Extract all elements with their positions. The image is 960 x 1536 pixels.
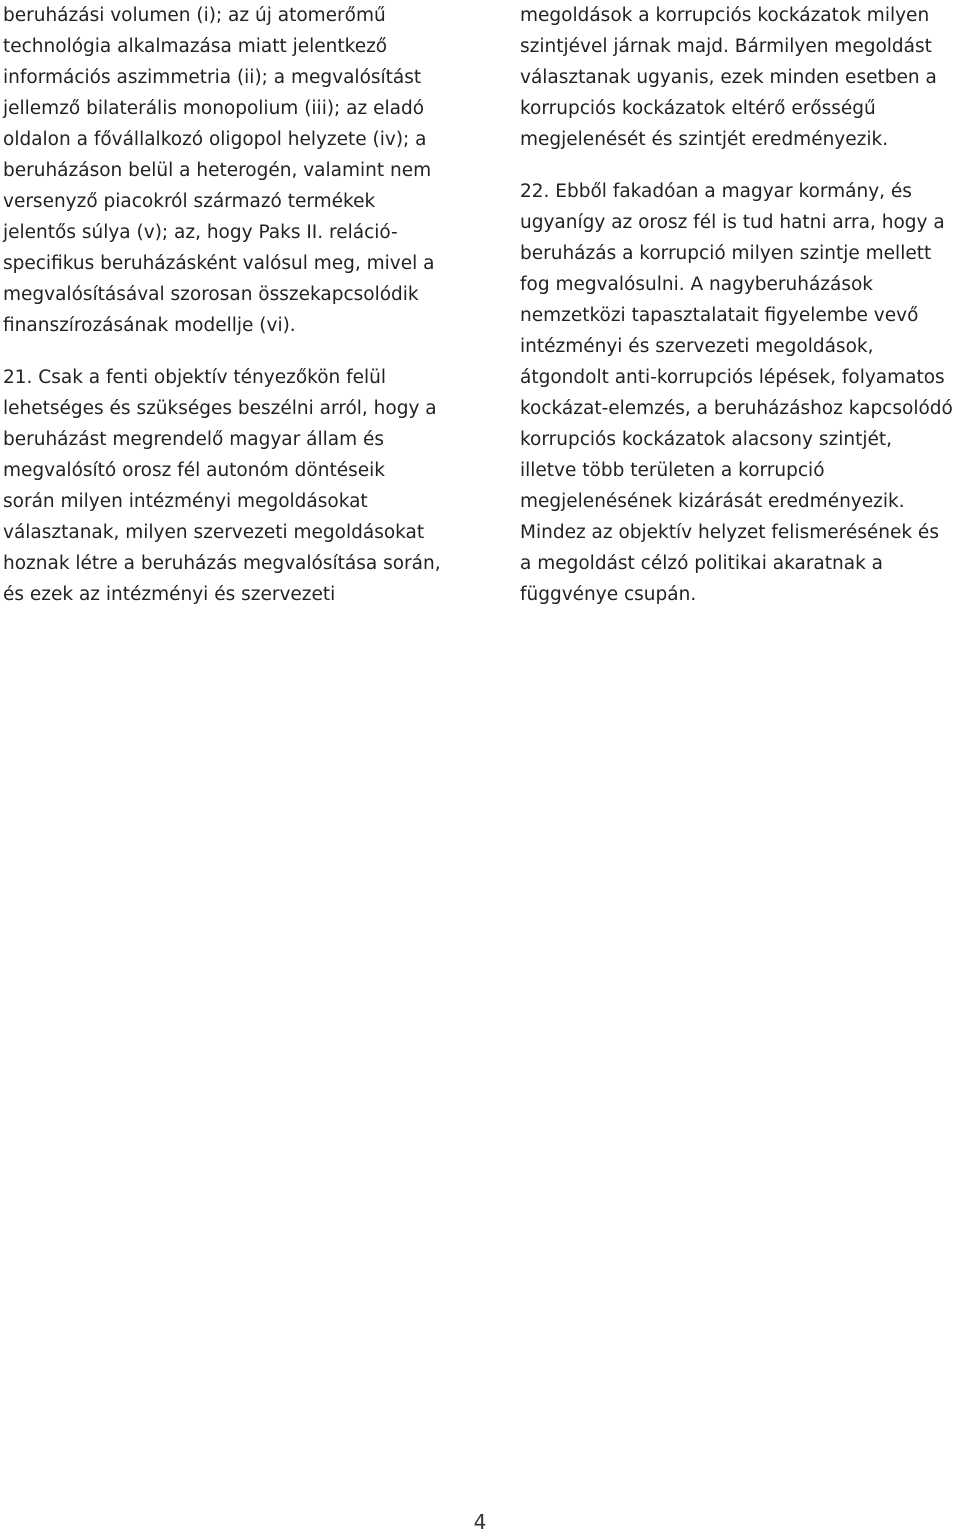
text-line: jellemző bilaterális monopolium (iii); az eladó xyxy=(3,98,425,119)
left-text-column xyxy=(3,0,453,631)
text-line: lehetséges és szükséges beszélni arról, hogy a xyxy=(3,398,437,419)
text-line: beruházás a korrupció milyen szintje mellett xyxy=(520,243,932,264)
text-line: során milyen intézményi megoldásokat xyxy=(3,491,368,512)
text-line: 21. Csak a fenti objektív tényezőkön felül xyxy=(3,367,387,388)
text-line: megjelenését és szintjét eredményezik. xyxy=(520,129,889,150)
right-text-column xyxy=(520,0,960,631)
text-line: versenyző piacokról származó termékek xyxy=(3,191,376,212)
text-line: beruházást megrendelő magyar állam és xyxy=(3,429,385,450)
text-line: megoldások a korrupciós kockázatok milyen xyxy=(520,5,930,26)
text-line: megvalósításával szorosan összekapcsolódik xyxy=(3,284,419,305)
text-line: nemzetközi tapasztalatait figyelembe vevő xyxy=(520,305,919,326)
text-line: megvalósító orosz fél autonóm döntéseik xyxy=(3,460,385,481)
text-line: fog megvalósulni. A nagyberuházások xyxy=(520,274,873,295)
text-line: átgondolt anti-korrupciós lépések, folyamatos xyxy=(520,367,945,388)
text-line: választanak ugyanis, ezek minden esetben a xyxy=(520,67,937,88)
text-line: beruházáson belül a heterogén, valamint nem xyxy=(3,160,432,181)
text-line: technológia alkalmazása miatt jelentkező xyxy=(3,36,388,57)
text-line: illetve több területen a korrupció xyxy=(520,460,825,481)
text-line: függvénye csupán. xyxy=(520,584,697,605)
text-line: 22. Ebből fakadóan a magyar kormány, és xyxy=(520,181,912,202)
paragraph-22 xyxy=(520,176,960,610)
text-line: a megoldást célzó politikai akaratnak a xyxy=(520,553,884,574)
text-line: Mindez az objektív helyzet felismerésének és xyxy=(520,522,939,543)
text-line: korrupciós kockázatok alacsony szintjét, xyxy=(520,429,892,450)
text-line: intézményi és szervezeti megoldások, xyxy=(520,336,874,357)
text-line: korrupciós kockázatok eltérő erősségű xyxy=(520,98,876,119)
text-line: hoznak létre a beruházás megvalósítása során, xyxy=(3,553,441,574)
text-line: specifikus beruházásként valósul meg, mivel a xyxy=(3,253,435,274)
text-line: megjelenésének kizárását eredményezik. xyxy=(520,491,905,512)
paragraph-continued xyxy=(3,0,453,341)
paragraph-21 xyxy=(3,362,453,610)
text-line: ugyanígy az orosz fél is tud hatni arra, hogy a xyxy=(520,212,945,233)
text-line: és ezek az intézményi és szervezeti xyxy=(3,584,336,605)
text-line: oldalon a fővállalkozó oligopol helyzete (iv); a xyxy=(3,129,427,150)
text-line: kockázat-elemzés, a beruházáshoz kapcsolódó xyxy=(520,398,953,419)
text-line: jelentős súlya (v); az, hogy Paks II. reláció- xyxy=(3,222,398,243)
text-line: információs aszimmetria (ii); a megvalósítást xyxy=(3,67,422,88)
text-line: beruházási volumen (i); az új atomerőmű xyxy=(3,5,386,26)
text-line: választanak, milyen szervezeti megoldásokat xyxy=(3,522,425,543)
page-number: 4 xyxy=(473,1510,487,1534)
text-line: finanszírozásának modellje (vi). xyxy=(3,315,296,336)
text-line: szintjével járnak majd. Bármilyen megoldást xyxy=(520,36,932,57)
paragraph-continued-right xyxy=(520,0,960,155)
